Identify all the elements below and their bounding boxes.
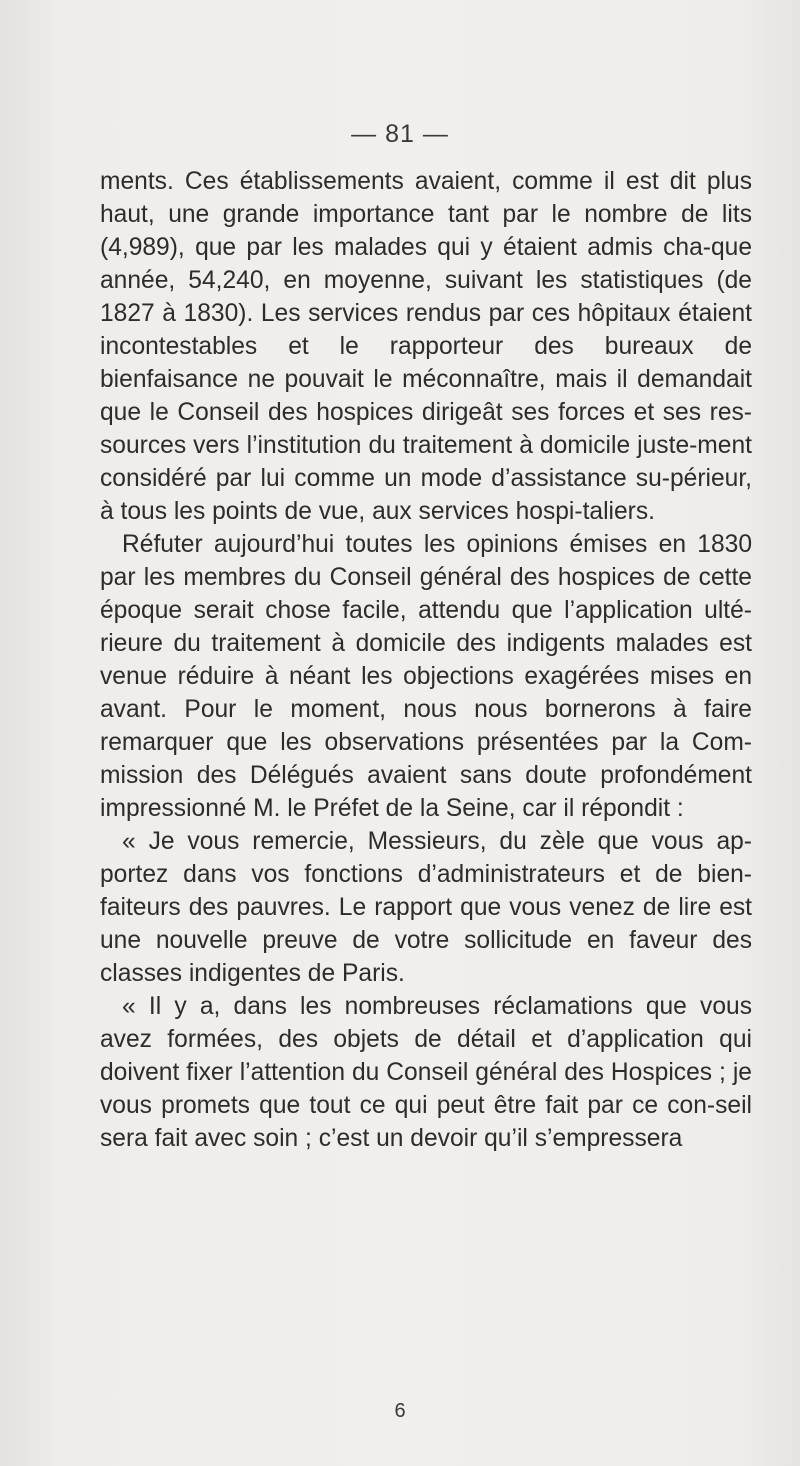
paragraph-1: ments. Ces établissements avaient, comme il est dit plus haut, une grande importance tant par le nombre de lits (4,989), que par les malades qui y étaient admis cha-que année, 54,240, en moyenne, suivant les statistiques (de 1827 à 1830). Les services rendus par ces hôpitaux étaient incontestables et le rapporteur des bureaux de bienfaisance ne pouvait le méconnaître, mais il demandait que le Conseil des hospices dirigeât ses forces et ses res-sources vers l’institution du traitement à domicile juste-ment considéré par lui comme un mode d’assistance su-périeur, à tous les points de vue, aux services hospi-taliers.	[100, 168, 752, 525]
page-number-header: — 81 —	[351, 120, 449, 148]
signature-mark: 6	[394, 1400, 406, 1422]
paragraph-3: « Je vous remercie, Messieurs, du zèle que vous ap-portez dans vos fonctions d’administrateurs et de bien-faiteurs des pauvres. Le rapport que vous venez de lire est une nouvelle preuve de votre sollicitude en faveur des classes indigentes de Paris.	[100, 828, 752, 987]
page-body	[100, 165, 752, 1155]
paragraph-4: « Il y a, dans les nombreuses réclamations que vous avez formées, des objets de détail et d’application qui doivent fixer l’attention du Conseil général des Hospices ; je vous promets que tout ce qui peut être fait par ce con-seil sera fait avec soin ; c’est un devoir qu’il s’empressera	[100, 993, 752, 1152]
paragraph-2: Réfuter aujourd’hui toutes les opinions émises en 1830 par les membres du Conseil général des hospices de cette époque serait chose facile, attendu que l’application ulté-rieure du traitement à domicile des indigents malades est venue réduire à néant les objections exagérées mises en avant. Pour le moment, nous nous bornerons à faire remarquer que les observations présentées par la Com-mission des Délégués avaient sans doute profondément impressionné M. le Préfet de la Seine, car il répondit :	[100, 531, 752, 822]
